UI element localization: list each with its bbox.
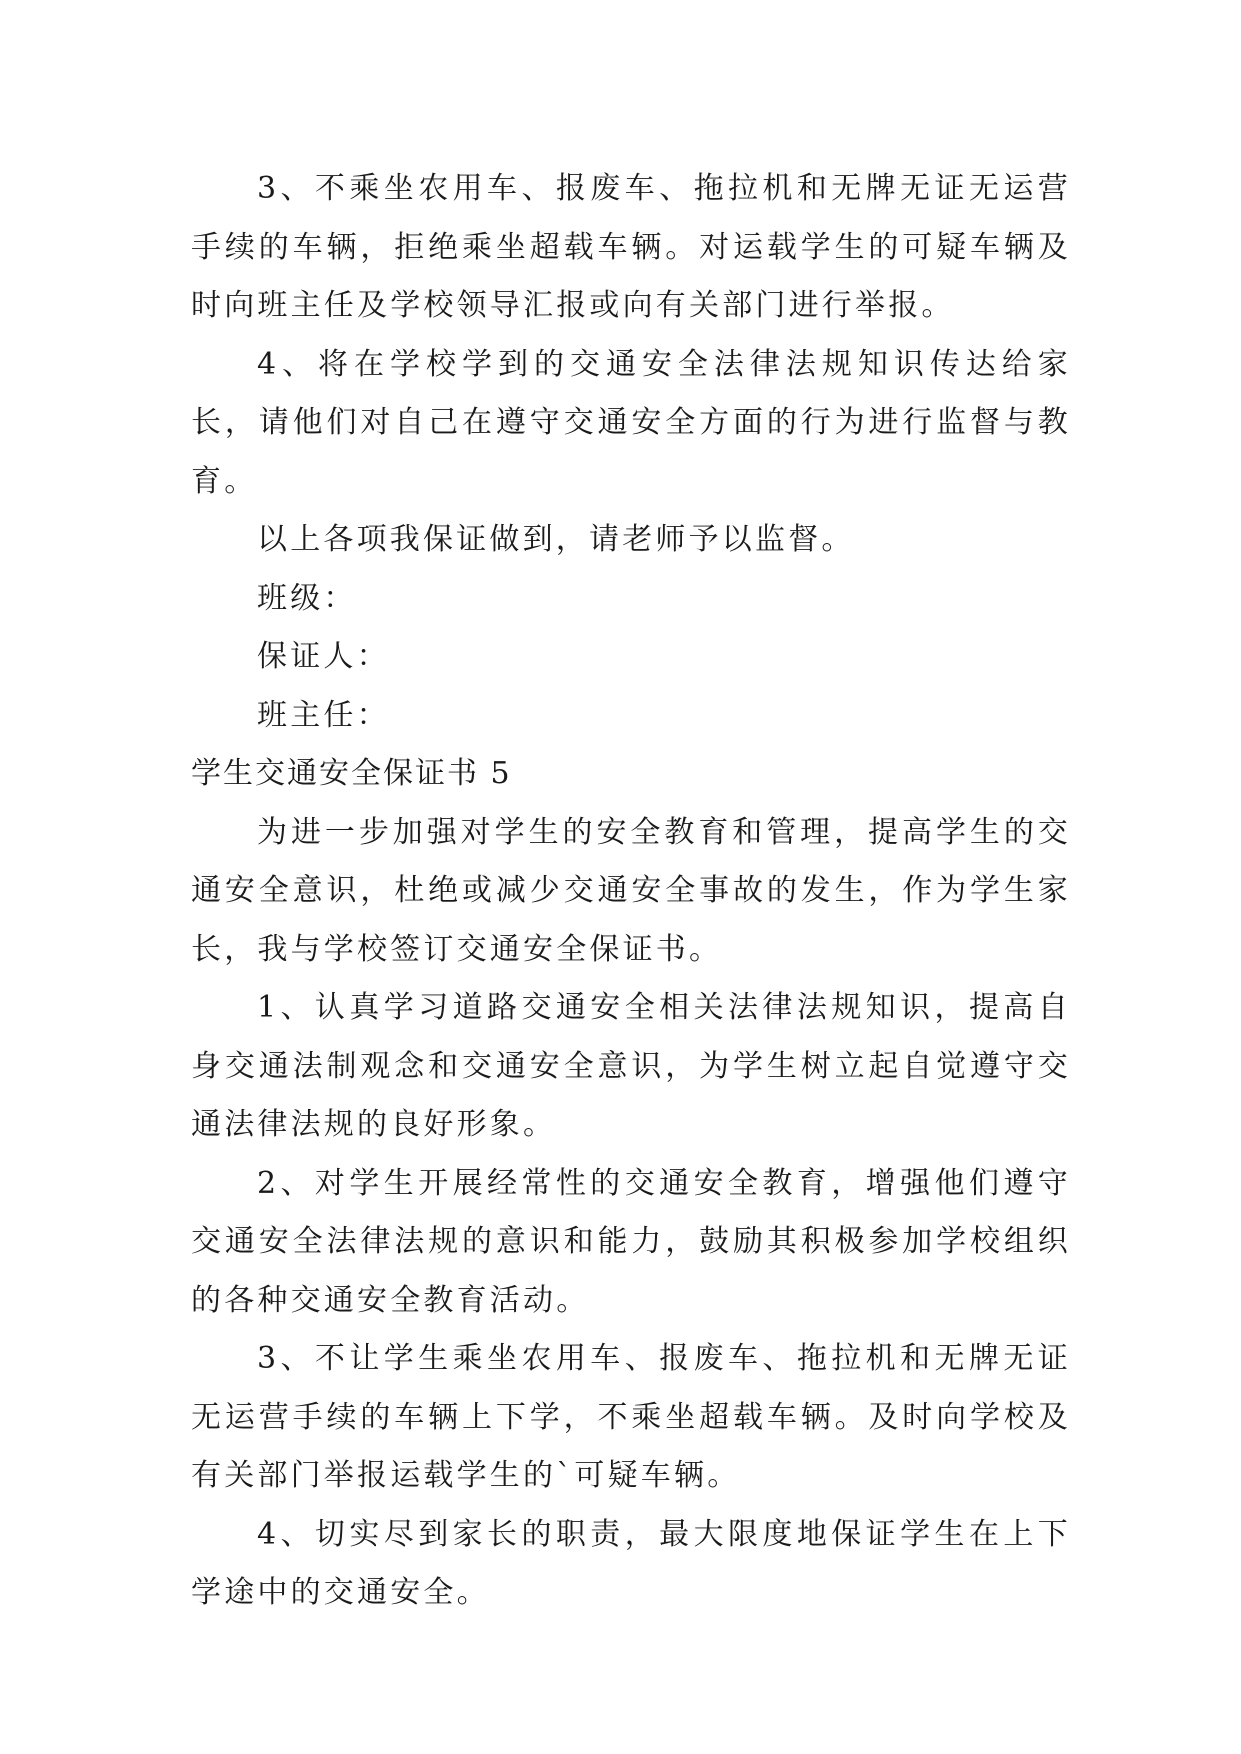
head-teacher-field-label: 班主任： [257,697,390,733]
parent-rule-2: 2、对学生开展经常性的交通安全教育，增强他们遵守交通安全法律法规的意识和能力，鼓励其积极参加学校组织的各种交通安全教育活动。 [191,1165,1071,1318]
section-title-5: 学生交通安全保证书 5 [191,756,512,791]
parent-rule-4: 4、切实尽到家长的职责，最大限度地保证学生在上下学途中的交通安全。 [191,1516,1071,1610]
parent-rule-1: 1、认真学习道路交通安全相关法律法规知识，提高自身交通法制观念和交通安全意识，为学生树立起自觉遵守交通法律法规的良好形象。 [191,990,1071,1142]
pledge-statement: 以上各项我保证做到，请老师予以监督。 [257,522,855,557]
parent-intro-paragraph: 为进一步加强对学生的安全教育和管理，提高学生的交通安全意识，杜绝或减少交通安全事故的发生，作为学生家长，我与学校签订交通安全保证书。 [191,814,1071,967]
parent-rule-3: 3、不让学生乘坐农用车、报废车、拖拉机和无牌无证无运营手续的车辆上下学，不乘坐超载车辆。及时向学校及有关部门举报运载学生的`可疑车辆。 [191,1341,1071,1493]
class-field-label: 班级： [257,580,357,616]
document-body [191,160,1071,1623]
rule-3-no-unsafe-vehicles: 3、不乘坐农用车、报废车、拖拉机和无牌无证无运营手续的车辆，拒绝乘坐超载车辆。对运载学生的可疑车辆及时向班主任及学校领导汇报或向有关部门进行举报。 [191,171,1071,323]
guarantor-field-label: 保证人： [257,639,390,674]
rule-4-share-with-parents: 4、将在学校学到的交通安全法律法规知识传达给家长，请他们对自己在遵守交通安全方面的行为进行监督与教育。 [191,346,1071,499]
